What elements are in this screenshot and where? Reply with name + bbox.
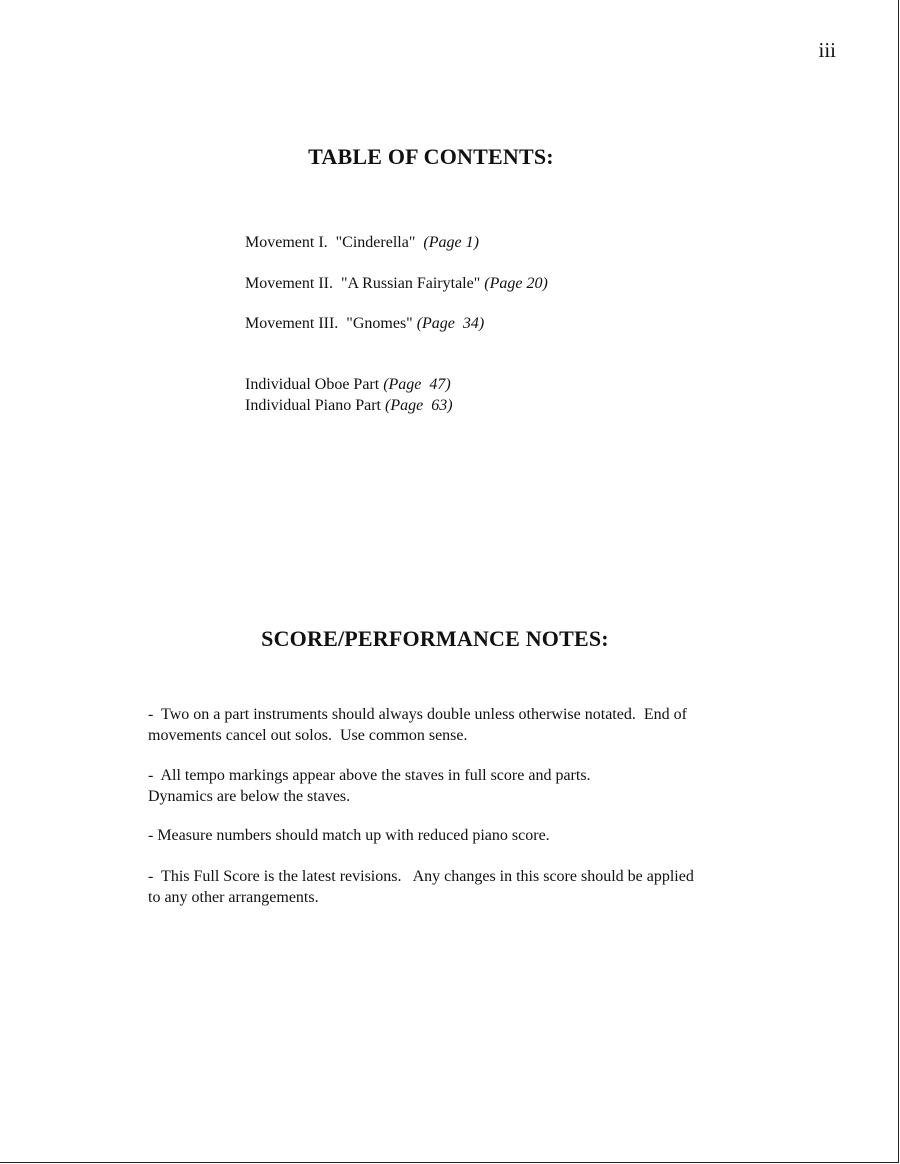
- note-item: - This Full Score is the latest revisions. Any changes in this score should be applied to any other arrangements.: [148, 868, 694, 906]
- note-item: - Two on a part instruments should always double unless otherwise notated. End of movements cancel out solos. Use common sense.: [148, 706, 687, 744]
- toc-entry: [245, 397, 453, 415]
- toc-entry: [245, 376, 451, 394]
- note-item: - All tempo markings appear above the staves in full score and parts. Dynamics are below the staves.: [148, 767, 591, 805]
- note-item: - Measure numbers should match up with reduced piano score.: [148, 827, 550, 844]
- toc-entry-label: Movement III. "Gnomes": [245, 315, 417, 332]
- toc-title: TABLE OF CONTENTS:: [308, 144, 554, 169]
- toc-entry: [245, 275, 548, 293]
- toc-entry: [245, 315, 484, 333]
- notes-title: SCORE/PERFORMANCE NOTES:: [261, 626, 609, 651]
- toc-entry-label: Movement II. "A Russian Fairytale": [245, 275, 485, 292]
- toc-entry-page: (Page 34): [416, 315, 485, 332]
- toc-entry-page: (Page 47): [383, 376, 451, 393]
- toc-entry-label: Individual Oboe Part: [245, 376, 384, 393]
- toc-entry-page: (Page 1): [423, 234, 479, 251]
- toc-entry-label: Individual Piano Part: [245, 397, 385, 414]
- toc-entry-page: (Page 20): [484, 275, 548, 292]
- page-number: iii: [818, 38, 836, 62]
- toc-entry-label: Movement I. "Cinderella": [245, 234, 424, 251]
- toc-entry-page: (Page 63): [384, 397, 453, 414]
- toc-entry: [245, 234, 479, 252]
